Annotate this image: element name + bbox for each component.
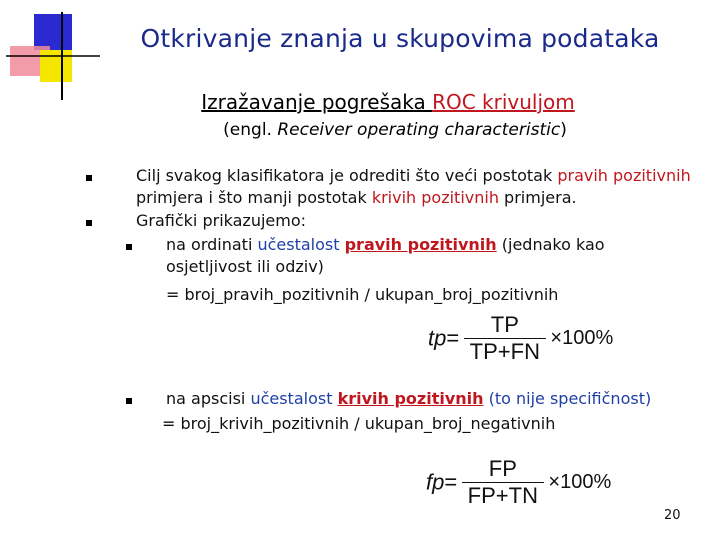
sub2-line1	[166, 388, 651, 410]
formula-tp	[428, 312, 613, 365]
formula-tp-eq: =	[446, 325, 460, 351]
sub1-line1	[166, 234, 605, 256]
formula-fp-fraction	[462, 456, 544, 509]
formula-fp-numerator: FP	[488, 456, 517, 481]
sub1-line1-b: učestalost	[257, 235, 345, 254]
bullet-marker-1	[86, 175, 92, 181]
engl-suffix: )	[560, 120, 567, 140]
formula-fp-denominator: FP+TN	[462, 482, 544, 509]
formula-fp-rhs: ×100%	[548, 471, 612, 493]
formula-tp-denominator: TP+FN	[464, 338, 546, 365]
formula-fp	[426, 456, 611, 509]
sub1-line1-d: (jednako kao	[496, 235, 605, 254]
bullet1-line1-b: pravih pozitivnih	[557, 166, 691, 185]
sub1-line1-a: na ordinati	[166, 235, 258, 254]
sub2-line1-d: (to nije specifičnost)	[483, 389, 652, 408]
sub2-line1-c: krivih pozitivnih	[337, 389, 484, 408]
sub2-line1-a: na apscisi	[166, 389, 251, 408]
formula-tp-lhs: tp	[428, 325, 447, 351]
slide-title: Otkrivanje znanja u skupovima podataka	[140, 24, 660, 53]
sub2-line1-b: učestalost	[250, 389, 338, 408]
bullet1-line2-c: primjera.	[498, 188, 577, 207]
sub-bullet-marker-2	[126, 398, 132, 404]
english-term	[0, 120, 720, 140]
formula-fp-eq: =	[444, 469, 458, 495]
engl-italic: Receiver operating characteristic	[277, 120, 561, 140]
bullet1-line2-b: krivih pozitivnih	[371, 188, 499, 207]
formula-tp-numerator: TP	[490, 312, 519, 337]
formula-fp-lhs: fp	[426, 469, 445, 495]
sub1-line3: = broj_pravih_pozitivnih / ukupan_broj_pozitivnih	[166, 285, 559, 304]
slide-subtitle	[0, 90, 720, 114]
bullet1-line2	[136, 187, 577, 209]
bullet1-line1	[136, 165, 691, 187]
page-number: 20	[664, 508, 681, 523]
formula-tp-rhs: ×100%	[550, 327, 614, 349]
sub1-line1-c: pravih pozitivnih	[344, 235, 497, 254]
formula-tp-fraction	[464, 312, 546, 365]
bullet2-text: Grafički prikazujemo:	[136, 211, 307, 230]
engl-prefix: (engl.	[223, 120, 278, 140]
sub1-line2: osjetljivost ili odziv)	[166, 257, 324, 276]
sub2-line2: = broj_krivih_pozitivnih / ukupan_broj_negativnih	[162, 414, 556, 433]
bullet1-line1-a: Cilj svakog klasifikatora je odrediti što veći postotak	[136, 166, 558, 185]
sub-bullet-marker-1	[126, 244, 132, 250]
subtitle-part1: Izražavanje pogrešaka	[201, 90, 433, 114]
bullet-marker-2	[86, 220, 92, 226]
subtitle-part2: ROC krivuljom	[432, 90, 575, 114]
bullet1-line2-a: primjera i što manji postotak	[136, 188, 372, 207]
